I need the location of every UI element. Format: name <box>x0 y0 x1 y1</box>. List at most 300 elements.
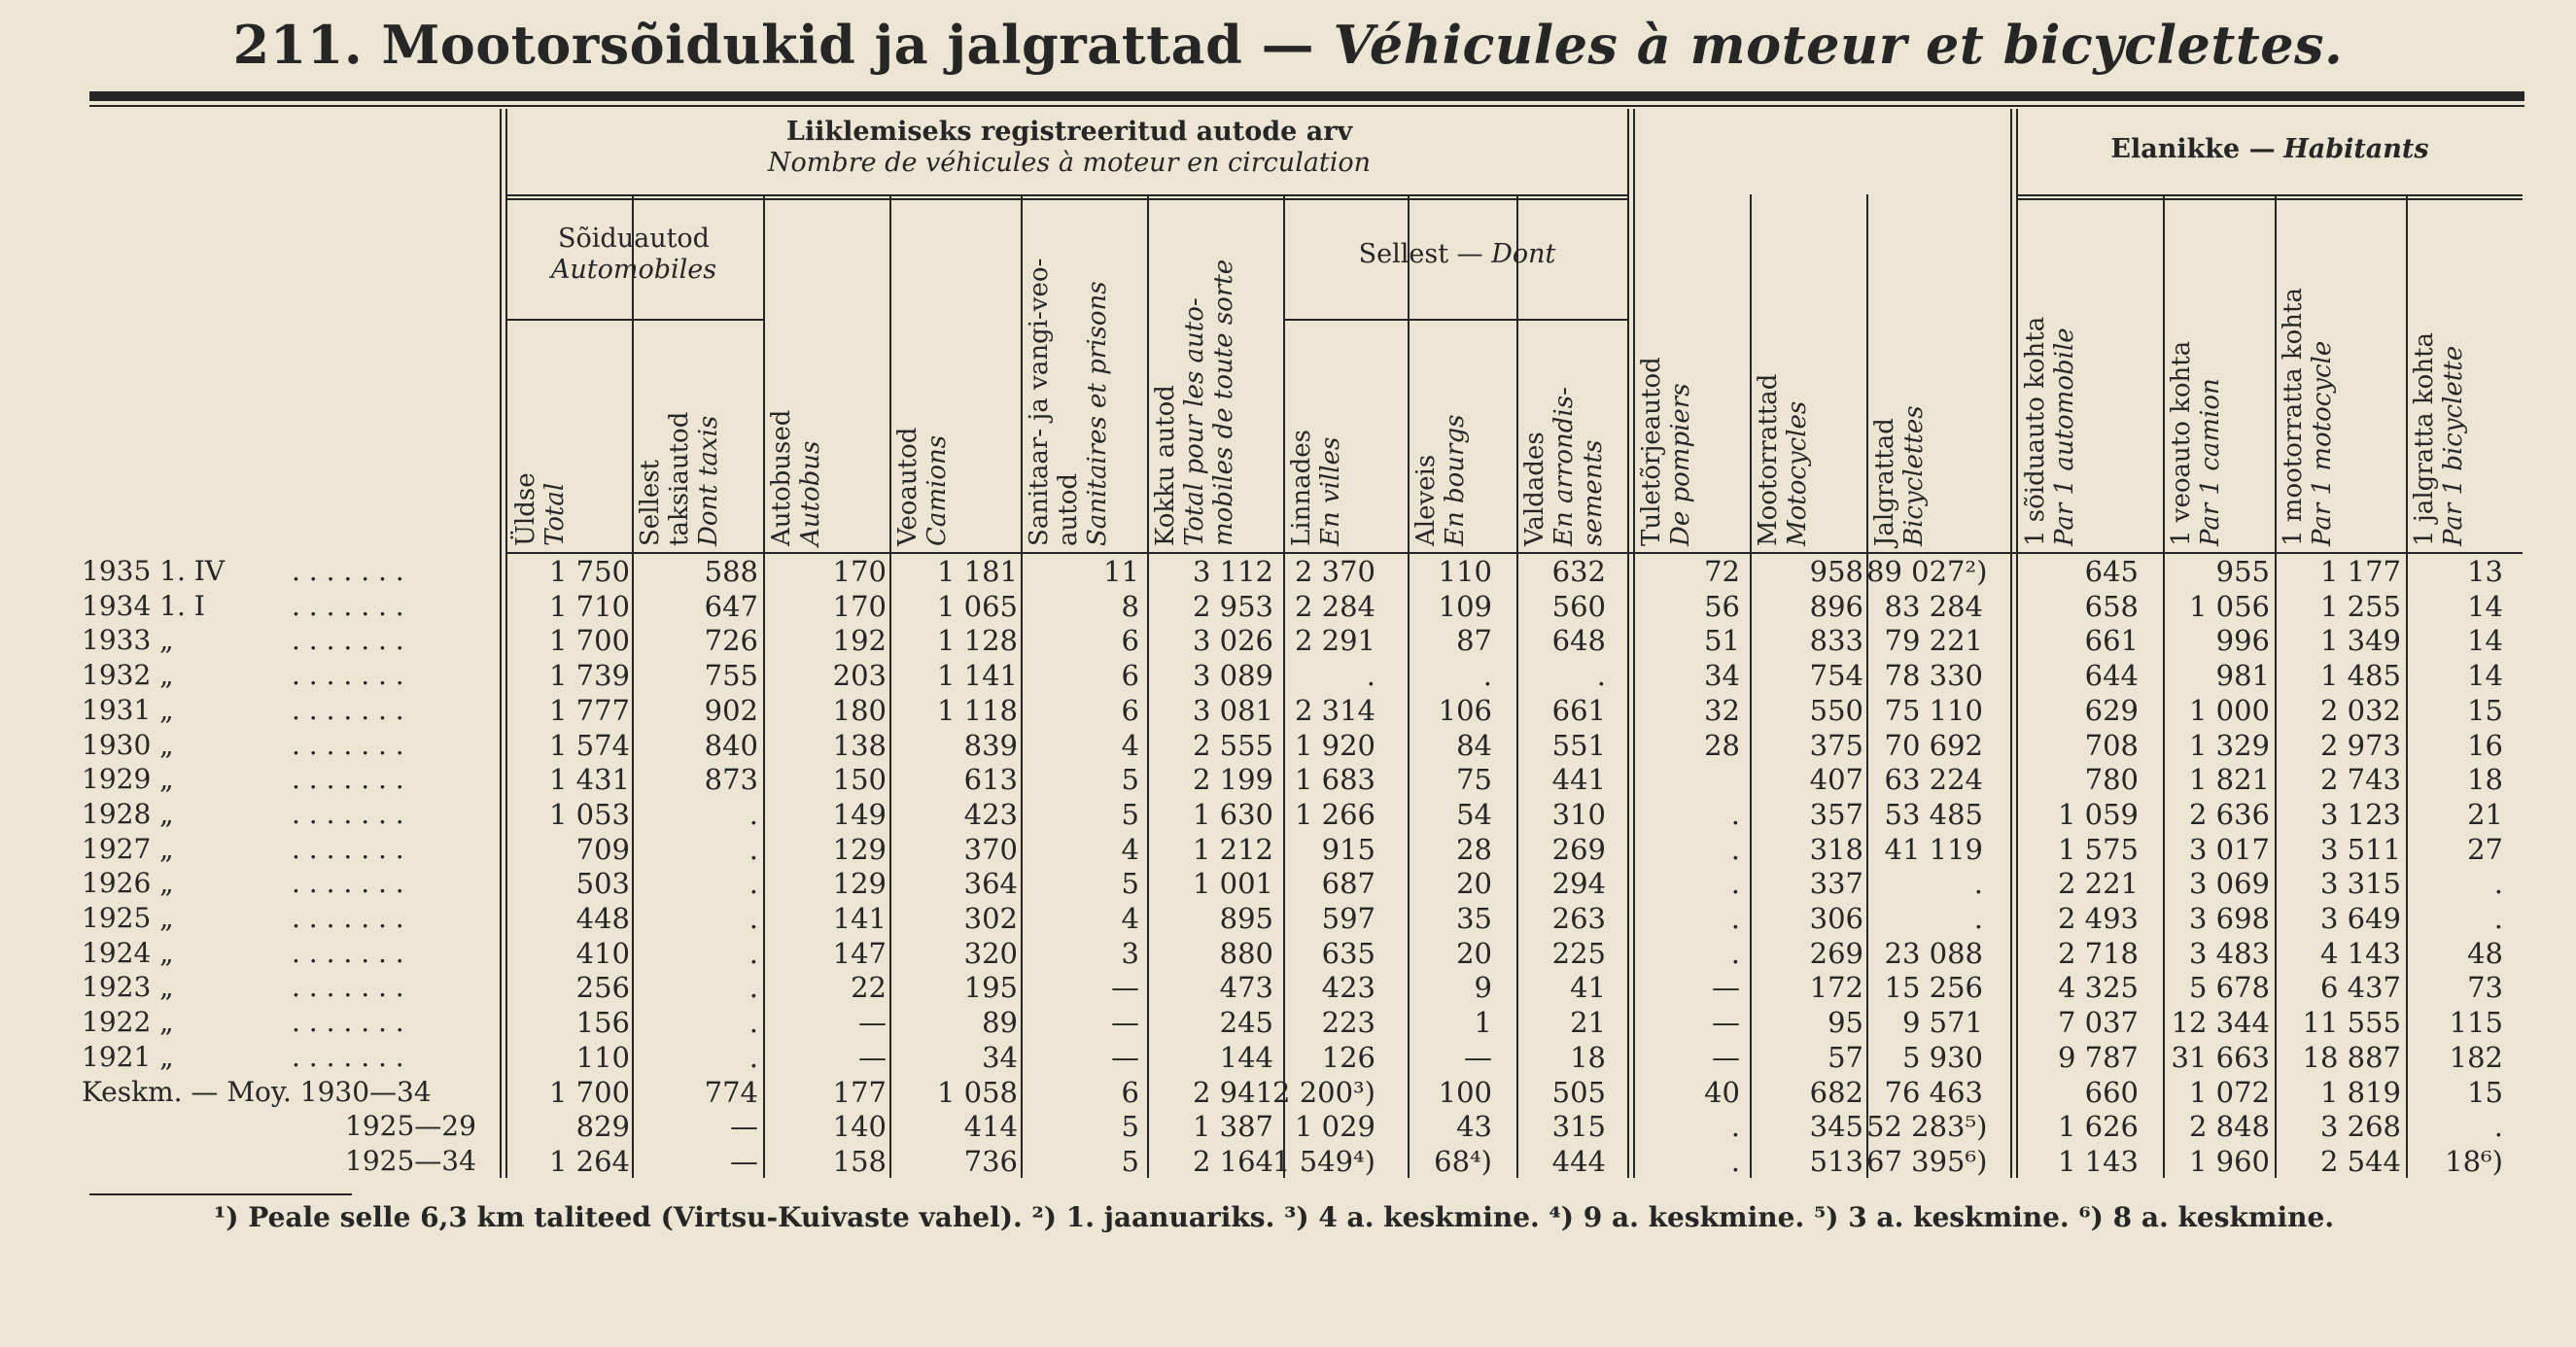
grid-hline <box>505 198 1627 200</box>
column-header-et: Aleveis <box>1411 454 1441 546</box>
table-cell: 3 698 <box>2188 902 2270 935</box>
column-header <box>2410 204 2519 546</box>
table-cell: 140 <box>832 1110 887 1144</box>
table-row <box>0 693 2576 728</box>
table-cell: . <box>748 936 758 970</box>
row-label: 1927 „ <box>82 832 174 865</box>
column-header-et: Linnades <box>1287 430 1316 546</box>
table-cell: 2 941 <box>1192 1075 1273 1109</box>
table-cell: 375 <box>1809 728 1863 762</box>
table-cell: 505 <box>1551 1075 1606 1109</box>
table-row <box>0 728 2576 763</box>
table-row <box>0 554 2576 589</box>
table-cell: 14 <box>2467 589 2503 623</box>
table-cell: 337 <box>1809 867 1863 901</box>
table-cell: 15 <box>2467 693 2503 727</box>
table-cell: 31 663 <box>2171 1040 2270 1074</box>
table-cell: 3 268 <box>2319 1110 2401 1144</box>
table-cell: 754 <box>1809 659 1863 693</box>
table-cell: 423 <box>1321 971 1375 1005</box>
table-cell: 1 <box>1474 1006 1492 1040</box>
grid-hline <box>505 194 1627 196</box>
table-cell: 448 <box>575 902 630 935</box>
table-cell: 5 <box>1121 797 1139 831</box>
table-cell: 12 344 <box>2171 1006 2270 1040</box>
column-header <box>2167 204 2271 546</box>
row-label: 1932 „ <box>82 659 174 692</box>
table-cell: 203 <box>832 659 887 693</box>
column-header-fr: De pompiers <box>1666 383 1695 546</box>
table-cell: 1 053 <box>548 797 630 831</box>
table-cell: 1 065 <box>936 589 1018 623</box>
table-cell: 269 <box>1809 936 1863 970</box>
column-header-fr: Par 1 motocycle <box>2308 340 2337 546</box>
table-cell: 687 <box>1321 867 1375 901</box>
table-cell: 109 <box>1438 589 1492 623</box>
column-header <box>2279 204 2402 546</box>
top-rule-thin <box>89 105 2524 107</box>
table-cell: 34 <box>982 1040 1018 1074</box>
table-cell: 414 <box>963 1110 1018 1144</box>
title-dash: — <box>1261 14 1315 76</box>
table-cell: 9 <box>1474 971 1492 1005</box>
column-header-fr: Total pour les auto-mobiles de toute sorte <box>1180 259 1238 546</box>
table-cell: 1 750 <box>548 555 630 588</box>
column-header <box>511 327 628 546</box>
table-cell: . <box>748 867 758 901</box>
table-cell: — <box>730 1110 758 1144</box>
table-cell: 129 <box>832 832 887 866</box>
table-cell: 444 <box>1551 1144 1606 1178</box>
table-cell: 902 <box>704 693 758 727</box>
table-cell: 141 <box>832 902 887 935</box>
leader-dots: . . . . . . . <box>292 589 404 622</box>
table-cell: 158 <box>832 1144 887 1178</box>
table-cell: 53 485 <box>1884 797 1983 831</box>
table-cell: 87 <box>1456 624 1492 658</box>
table-cell: 5 930 <box>1901 1040 1983 1074</box>
registered-header: Liiklemiseks registreeritud autode arv Nombre de véhicules à moteur en circulation <box>767 117 1372 178</box>
table-cell: — <box>1111 1006 1139 1040</box>
table-cell: . <box>1730 902 1740 935</box>
table-cell: 1 056 <box>2188 589 2270 623</box>
table-cell: 170 <box>832 589 887 623</box>
column-header-fr: Par 1 camion <box>2196 378 2225 546</box>
table-row <box>0 866 2576 901</box>
table-cell: 18 <box>2467 763 2503 797</box>
column-header-et: 1 veoauto kohta <box>2167 340 2196 546</box>
row-label: 1923 „ <box>82 971 174 1004</box>
table-cell: 57 <box>1828 1040 1863 1074</box>
table-cell: 20 <box>1456 867 1492 901</box>
table-cell: 2 221 <box>2057 867 2139 901</box>
table-cell: 192 <box>832 624 887 658</box>
table-cell: 423 <box>963 797 1018 831</box>
table-cell: 315 <box>1551 1110 1606 1144</box>
table-row <box>0 970 2576 1005</box>
table-cell: 195 <box>963 971 1018 1005</box>
table-cell: 840 <box>704 728 758 762</box>
table-cell: 223 <box>1321 1006 1375 1040</box>
table-cell: 726 <box>704 624 758 658</box>
table-cell: 597 <box>1321 902 1375 935</box>
column-header <box>1754 204 1862 546</box>
table-cell: 73 <box>2467 971 2503 1005</box>
table-cell: 708 <box>2084 728 2139 762</box>
column-header <box>1411 325 1513 546</box>
table-cell: 4 <box>1121 902 1139 935</box>
table-row <box>0 901 2576 936</box>
table-cell: 3 123 <box>2319 797 2401 831</box>
table-cell: 22 <box>851 971 887 1005</box>
table-cell: 1 700 <box>548 1075 630 1109</box>
table-cell: 76 463 <box>1884 1075 1983 1109</box>
table-cell: 1 118 <box>936 693 1018 727</box>
table-cell: 1 710 <box>548 589 630 623</box>
table-cell: 34 <box>1704 659 1740 693</box>
table-cell: 588 <box>704 555 758 588</box>
table-cell: 182 <box>2449 1040 2503 1074</box>
top-rule-thick <box>89 91 2524 101</box>
passenger-cars-header: Sõiduautod Automobiles <box>550 224 717 285</box>
table-cell: 839 <box>963 728 1018 762</box>
table-cell: — <box>1712 1040 1740 1074</box>
table-cell: 1 059 <box>2057 797 2139 831</box>
table-cell: 632 <box>1551 555 1606 588</box>
table-row <box>0 1005 2576 1040</box>
table-cell: 95 <box>1828 1006 1863 1040</box>
table-cell: 1 626 <box>2057 1110 2139 1144</box>
table-cell: 981 <box>2215 659 2270 693</box>
table-cell: 645 <box>2084 555 2139 588</box>
table-cell: 51 <box>1704 624 1740 658</box>
table-cell: 170 <box>832 555 887 588</box>
column-header <box>893 204 1017 546</box>
column-header-et: Veoautod <box>893 427 922 546</box>
table-cell: 110 <box>575 1040 630 1074</box>
table-cell: 896 <box>1809 589 1863 623</box>
table-cell: 3 069 <box>2188 867 2270 901</box>
table-cell: 3 017 <box>2188 832 2270 866</box>
leader-dots: . . . . . . . <box>292 728 404 761</box>
row-label: 1922 „ <box>82 1006 174 1039</box>
leader-dots: . . . . . . . <box>292 832 404 865</box>
table-cell: 1 739 <box>548 659 630 693</box>
table-cell: 613 <box>963 763 1018 797</box>
column-header-et: Valdades <box>1520 432 1549 546</box>
column-header-et: 1 jalgratta kohta <box>2410 331 2439 546</box>
table-cell: 115 <box>2449 1006 2503 1040</box>
table-cell: 1 821 <box>2188 763 2270 797</box>
column-header-fr: Camions <box>922 434 952 546</box>
table-cell: 4 143 <box>2319 936 2401 970</box>
table-cell: 407 <box>1809 763 1863 797</box>
table-row <box>0 1075 2576 1110</box>
leader-dots: . . . . . . . <box>292 659 404 692</box>
table-cell: 955 <box>2215 555 2270 588</box>
table-cell: 21 <box>1570 1006 1606 1040</box>
column-header-et: Sellest taksiautod <box>636 411 694 546</box>
table-cell: 110 <box>1438 555 1492 588</box>
table-cell: 635 <box>1321 936 1375 970</box>
grid-hline <box>2016 194 2523 196</box>
table-cell: . <box>2493 1110 2503 1144</box>
table-cell: 3 315 <box>2319 867 2401 901</box>
table-cell: 1 001 <box>1192 867 1273 901</box>
table-cell: 2 544 <box>2319 1144 2401 1178</box>
inhabitants-header: Elanikke — Habitants <box>2110 134 2429 164</box>
table-cell: — <box>730 1144 758 1178</box>
leader-dots: . . . . . . . <box>292 1006 404 1039</box>
table-row <box>0 1144 2576 1179</box>
table-cell: 11 555 <box>2302 1006 2401 1040</box>
table-cell: 1 431 <box>548 763 630 797</box>
column-header <box>1025 204 1143 546</box>
table-cell: 364 <box>963 867 1018 901</box>
table-cell: 629 <box>2084 693 2139 727</box>
table-cell: 54 <box>1456 797 1492 831</box>
table-cell: 1 143 <box>2057 1144 2139 1178</box>
row-label: 1930 „ <box>82 728 174 761</box>
table-row <box>0 832 2576 867</box>
table-cell: 6 <box>1121 693 1139 727</box>
table-cell: 16 <box>2467 728 2503 762</box>
table-row <box>0 762 2576 797</box>
table-cell: 660 <box>2084 1075 2139 1109</box>
row-label: 1934 1. I <box>82 589 205 622</box>
table-cell: 780 <box>2084 763 2139 797</box>
table-cell: 1 683 <box>1294 763 1375 797</box>
column-header-et: 1 mootorratta kohta <box>2279 288 2308 546</box>
table-cell: . <box>1366 659 1375 693</box>
table-cell: 1 128 <box>936 624 1018 658</box>
table-cell: 5 <box>1121 867 1139 901</box>
footnote: ¹) Peale selle 6,3 km taliteed (Virtsu-Kuivaste vahel). ²) 1. jaanuariks. ³) 4 a. keskmine. ⁴) 9 a. keskmine. ⁵) 3 a. keskmine. ⁶) 8 a. keskmine. <box>214 1201 2335 1233</box>
table-cell: 32 <box>1704 693 1740 727</box>
table-cell: 682 <box>1809 1075 1863 1109</box>
column-header-fr: Par 1 bicyclette <box>2439 345 2468 546</box>
table-cell: 1 181 <box>936 555 1018 588</box>
table-cell: 473 <box>1219 971 1273 1005</box>
table-cell: 15 <box>2467 1075 2503 1109</box>
column-header-fr: Par 1 automobile <box>2050 328 2079 546</box>
table-cell: 8 <box>1121 589 1139 623</box>
table-cell: 1 700 <box>548 624 630 658</box>
title-fr: Véhicules à moteur et bicyclettes. <box>1333 14 2344 76</box>
table-cell: — <box>858 1040 887 1074</box>
table-cell: 14 <box>2467 659 2503 693</box>
table-cell: 1 960 <box>2188 1144 2270 1178</box>
column-header-et: Sanitaar- ja vangi-veo-autod <box>1025 258 1083 546</box>
table-cell: 144 <box>1219 1040 1273 1074</box>
table-cell: 294 <box>1551 867 1606 901</box>
table-cell: 41 <box>1570 971 1606 1005</box>
table-cell: 357 <box>1809 797 1863 831</box>
table-cell: 895 <box>1219 902 1273 935</box>
table-cell: 40 <box>1704 1075 1740 1109</box>
table-cell: 5 <box>1121 1144 1139 1178</box>
table-row <box>0 1040 2576 1075</box>
of-which-header: Sellest — Dont <box>1358 239 1556 269</box>
table-cell: 318 <box>1809 832 1863 866</box>
table-cell: 156 <box>575 1006 630 1040</box>
table-cell: 27 <box>2467 832 2503 866</box>
table-cell: — <box>1712 971 1740 1005</box>
column-header <box>1870 204 2013 546</box>
table-cell: 829 <box>575 1110 630 1144</box>
table-cell: 2 291 <box>1294 624 1375 658</box>
column-header-fr: Bicyclettes <box>1899 405 1929 546</box>
table-cell: 5 <box>1121 1110 1139 1144</box>
table-cell: 2 493 <box>2057 902 2139 935</box>
table-cell: 70 692 <box>1884 728 1983 762</box>
table-cell: 6 437 <box>2319 971 2401 1005</box>
column-header <box>1151 204 1279 546</box>
table-cell: 1 141 <box>936 659 1018 693</box>
grid-hline <box>1283 319 1627 321</box>
column-header-et: Mootorrattad <box>1754 373 1783 546</box>
table-cell: 648 <box>1551 624 1606 658</box>
table-cell: 709 <box>575 832 630 866</box>
table-cell: 441 <box>1551 763 1606 797</box>
table-cell: 1 264 <box>548 1144 630 1178</box>
row-label: 1929 „ <box>82 763 174 796</box>
table-cell: 320 <box>963 936 1018 970</box>
row-label: 1935 1. IV <box>82 555 226 587</box>
table-cell: 23 088 <box>1884 936 1983 970</box>
table-cell: 6 <box>1121 1075 1139 1109</box>
table-cell: 89 <box>982 1006 1018 1040</box>
table-cell: 1 177 <box>2319 555 2401 588</box>
table-cell: 1 212 <box>1192 832 1273 866</box>
column-header <box>636 327 759 546</box>
table-cell: 150 <box>832 763 887 797</box>
column-header-fr: En arrondis-sements <box>1549 387 1608 546</box>
table-cell: 67 395⁶) <box>1866 1144 1988 1178</box>
table-cell: . <box>748 832 758 866</box>
column-header <box>1520 325 1629 546</box>
table-cell: 4 <box>1121 832 1139 866</box>
table-cell: . <box>1730 867 1740 901</box>
table-cell: 56 <box>1704 589 1740 623</box>
column-header <box>1637 204 1746 546</box>
table-cell: 149 <box>832 797 887 831</box>
table-cell: . <box>748 1006 758 1040</box>
table-cell: 2 199 <box>1192 763 1273 797</box>
table-cell: 1 058 <box>936 1075 1018 1109</box>
table-cell: 43 <box>1456 1110 1492 1144</box>
table-cell: 13 <box>2467 555 2503 588</box>
table-cell: 28 <box>1704 728 1740 762</box>
table-cell: 6 <box>1121 624 1139 658</box>
table-cell: 996 <box>2215 624 2270 658</box>
table-cell: 2 200³) <box>1272 1075 1375 1109</box>
table-cell: . <box>748 971 758 1005</box>
table-cell: . <box>1973 902 1983 935</box>
table-cell: 21 <box>2467 797 2503 831</box>
table-cell: 4 <box>1121 728 1139 762</box>
table-cell: 306 <box>1809 902 1863 935</box>
table-cell: 2 636 <box>2188 797 2270 831</box>
table-cell: 958 <box>1809 555 1863 588</box>
table-cell: 3 <box>1121 936 1139 970</box>
row-label: 1924 „ <box>82 936 174 969</box>
table-cell: 75 <box>1456 763 1492 797</box>
table-cell: 410 <box>575 936 630 970</box>
row-label: 1925 „ <box>82 902 174 934</box>
table-cell: 833 <box>1809 624 1863 658</box>
column-header-et: Üldse <box>511 472 540 546</box>
leader-dots: . . . . . . . <box>292 555 404 587</box>
column-header-fr: Dont taxis <box>694 415 723 546</box>
title-number: 211. <box>232 14 364 76</box>
table-row <box>0 936 2576 971</box>
table-cell: . <box>1730 936 1740 970</box>
leader-dots: . . . . . . . <box>292 867 404 900</box>
table-cell: 647 <box>704 589 758 623</box>
table-cell: 75 110 <box>1884 693 1983 727</box>
table-cell: . <box>1730 1144 1740 1178</box>
table-cell: 370 <box>963 832 1018 866</box>
table-row <box>0 623 2576 658</box>
table-cell: . <box>1973 867 1983 901</box>
table-cell: 2 848 <box>2188 1110 2270 1144</box>
row-label: 1921 „ <box>82 1040 174 1073</box>
table-cell: 658 <box>2084 589 2139 623</box>
table-cell: 225 <box>1551 936 1606 970</box>
table-cell: 126 <box>1321 1040 1375 1074</box>
table-cell: 1 485 <box>2319 659 2401 693</box>
column-header <box>767 204 886 546</box>
table-cell: 83 284 <box>1884 589 1983 623</box>
table-cell: 1 029 <box>1294 1110 1375 1144</box>
column-header-fr: Sanitaires et prisons <box>1083 281 1112 546</box>
table-cell: . <box>748 1040 758 1074</box>
table-cell: 9 571 <box>1901 1006 1983 1040</box>
table-cell: 3 511 <box>2319 832 2401 866</box>
table-cell: 774 <box>704 1075 758 1109</box>
table-cell: 4 325 <box>2057 971 2139 1005</box>
grid-hline <box>507 319 763 321</box>
table-cell: 2 284 <box>1294 589 1375 623</box>
table-cell: 100 <box>1438 1075 1492 1109</box>
table-cell: 63 224 <box>1884 763 1983 797</box>
row-label: 1931 „ <box>82 693 174 726</box>
table-cell: 84 <box>1456 728 1492 762</box>
row-label: 1926 „ <box>82 867 174 900</box>
table-cell: 68⁴) <box>1434 1144 1492 1178</box>
table-cell: 7 037 <box>2057 1006 2139 1040</box>
table-cell: 106 <box>1438 693 1492 727</box>
column-header-et: Tuletõrjeautod <box>1637 357 1666 546</box>
row-label: 1925—29 <box>345 1110 476 1143</box>
table-cell: . <box>1482 659 1492 693</box>
table-cell: 1 575 <box>2057 832 2139 866</box>
table-cell: 18 887 <box>2302 1040 2401 1074</box>
table-cell: 1 266 <box>1294 797 1375 831</box>
table-cell: — <box>1464 1040 1492 1074</box>
table-cell: 9 787 <box>2057 1040 2139 1074</box>
table-cell: 1 349 <box>2319 624 2401 658</box>
table-cell: 147 <box>832 936 887 970</box>
table-cell: 28 <box>1456 832 1492 866</box>
table-cell: 2 314 <box>1294 693 1375 727</box>
leader-dots: . . . . . . . <box>292 902 404 934</box>
table-cell: 2 164 <box>1192 1144 1273 1178</box>
table-cell: 1 000 <box>2188 693 2270 727</box>
table-cell: . <box>2493 902 2503 935</box>
leader-dots: . . . . . . . <box>292 1040 404 1073</box>
